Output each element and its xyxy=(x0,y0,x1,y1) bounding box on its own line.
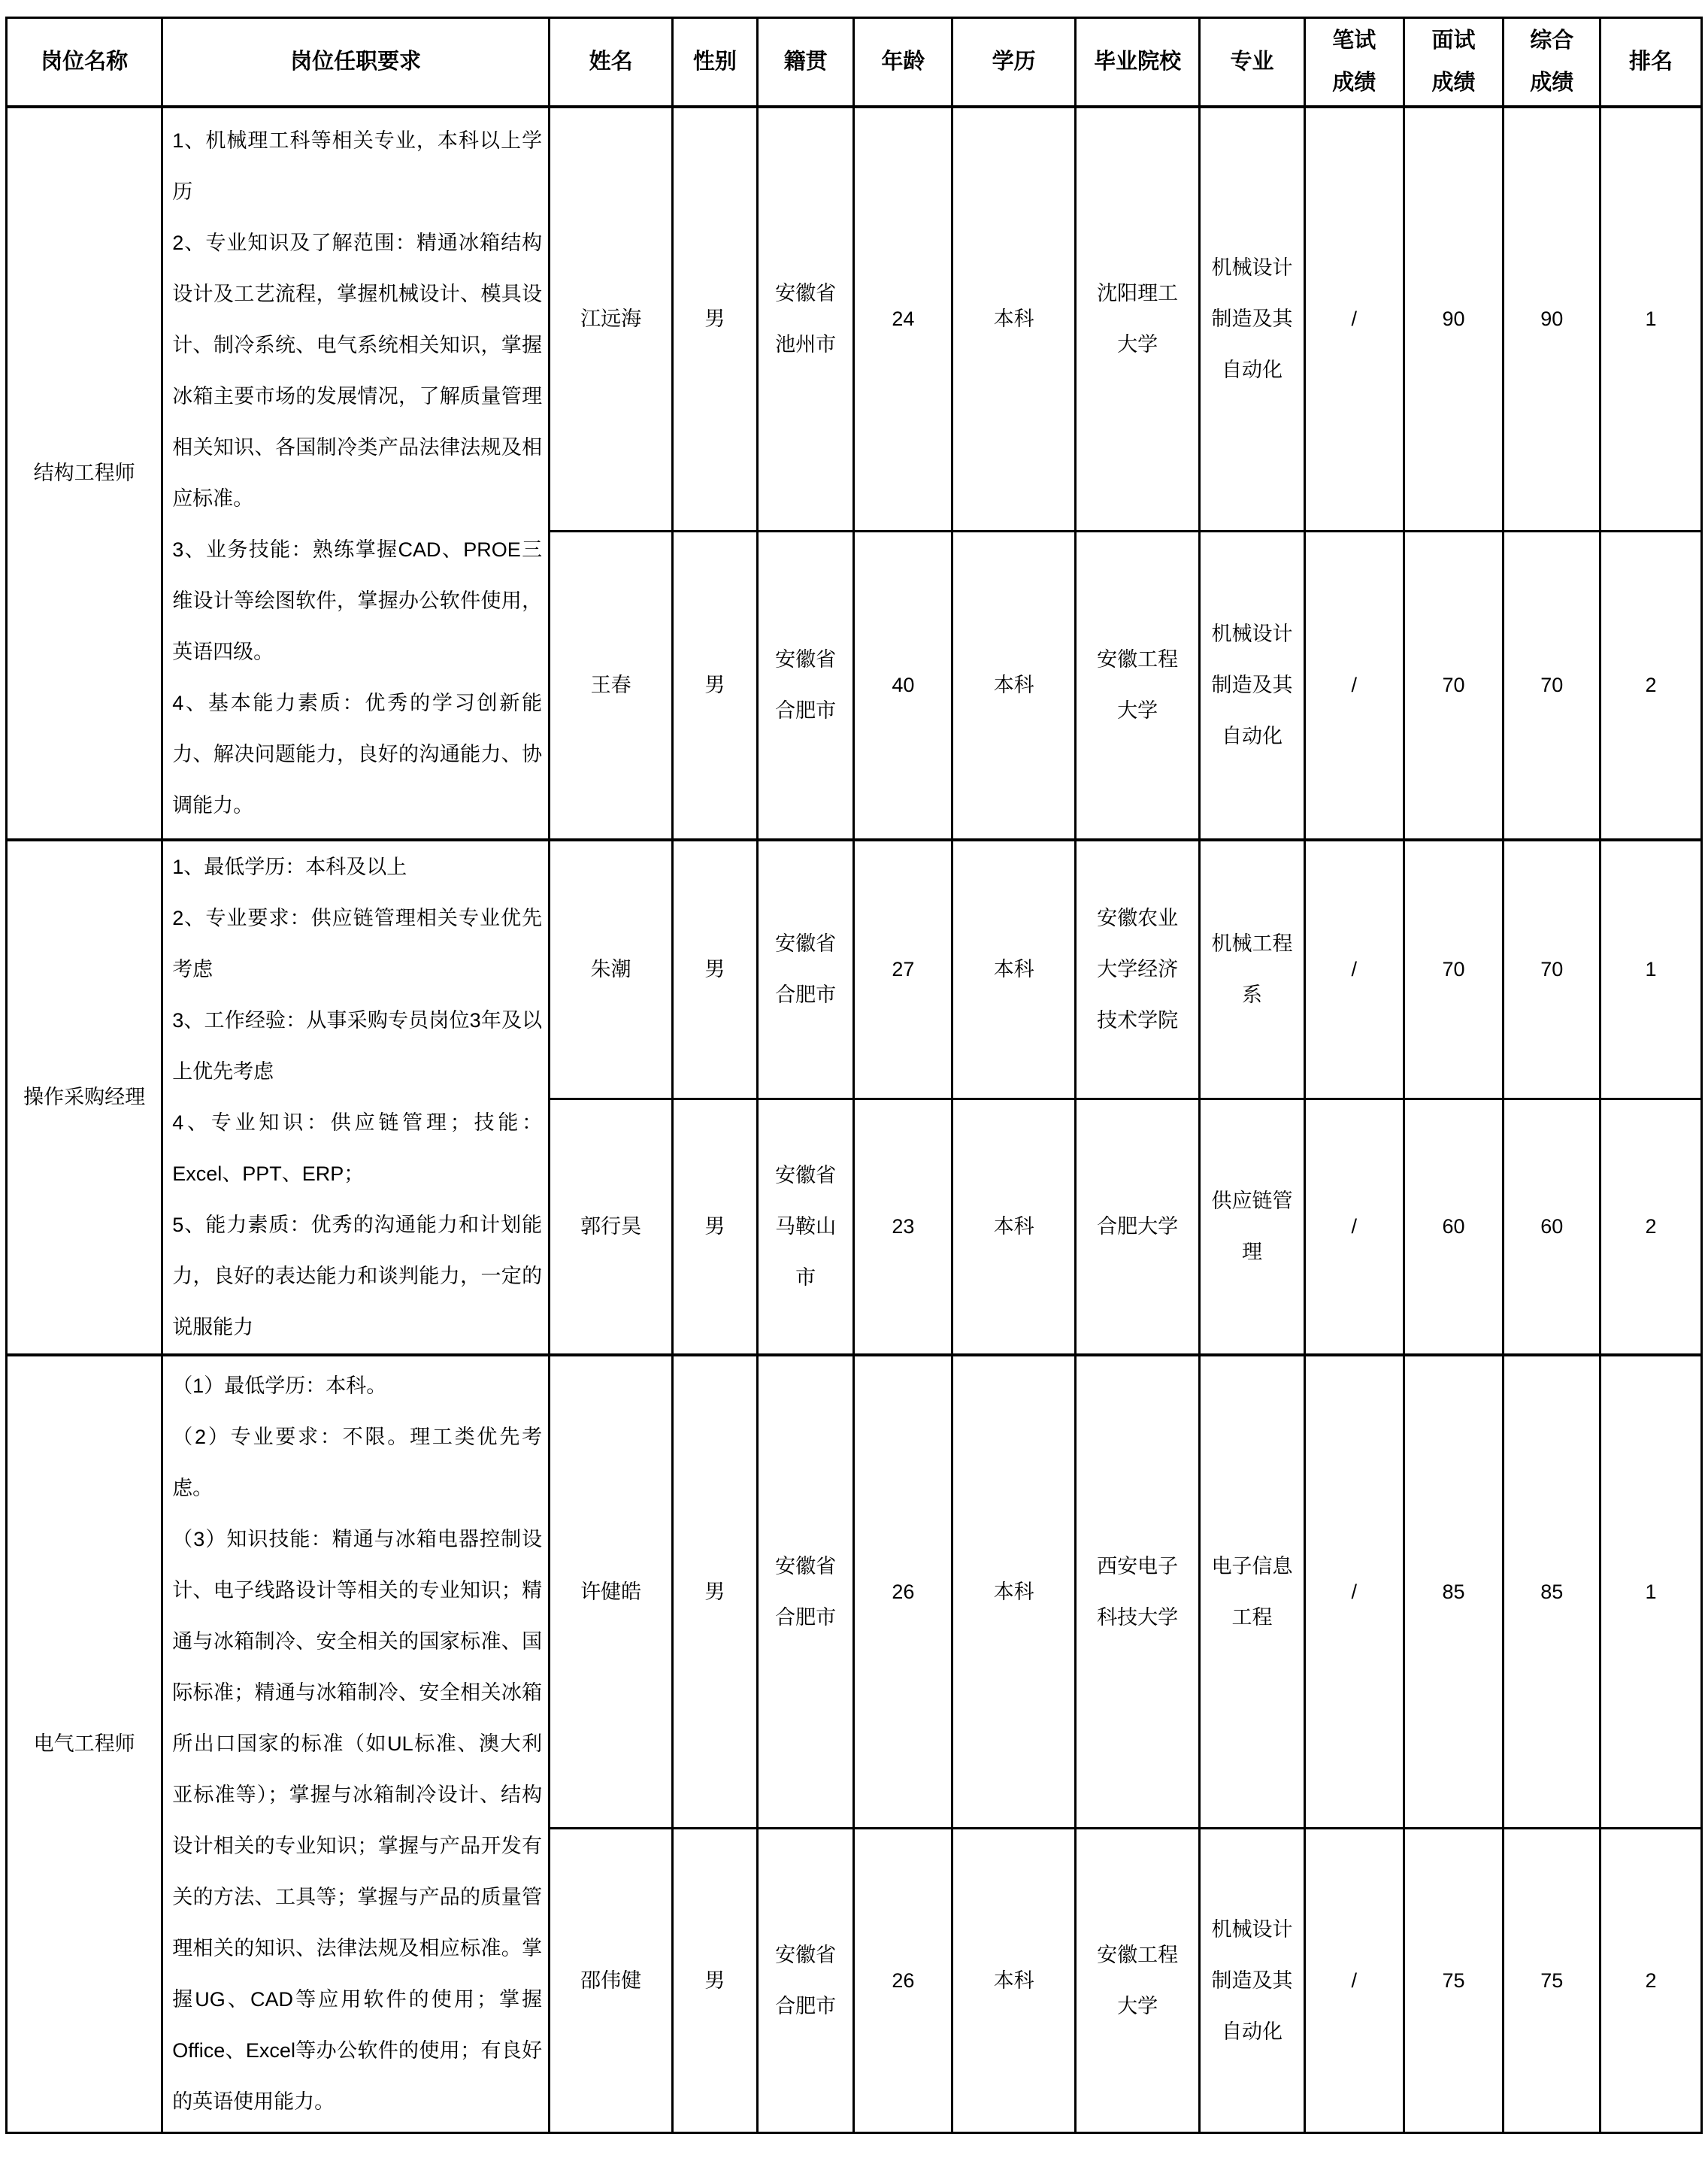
candidate-education-cell: 本科 xyxy=(952,532,1076,840)
column-header-gender xyxy=(673,18,758,107)
requirement-item: 2、专业知识及了解范围：精通冰箱结构设计及工艺流程，掌握机械设计、模具设计、制冷系统、电气系统相关知识，掌握冰箱主要市场的发展情况，了解质量管理相关知识、各国制冷类产品法律法规及相应标准。 xyxy=(172,232,543,510)
column-header-gender-line: 性别 xyxy=(692,50,737,74)
candidate-age-cell: 40 xyxy=(854,532,952,840)
candidate-major-cell: 供应链管理 xyxy=(1200,1099,1305,1355)
table-body xyxy=(7,107,1702,2133)
candidate-education-cell: 本科 xyxy=(952,840,1076,1099)
requirement-item: 2、专业要求：供应链管理相关专业优先考虑 xyxy=(172,907,543,980)
candidate-interview-score-cell: 70 xyxy=(1404,840,1504,1099)
candidate-hometown-cell: 安徽省马鞍山市 xyxy=(757,1099,854,1355)
candidate-name-cell: 江远海 xyxy=(550,107,673,532)
candidate-written-score-cell: / xyxy=(1304,840,1404,1099)
candidate-name-cell: 朱潮 xyxy=(550,840,673,1099)
candidate-gender-cell: 男 xyxy=(673,1355,758,1829)
candidate-gender-cell: 男 xyxy=(673,1099,758,1355)
candidate-rank-cell: 2 xyxy=(1600,532,1702,840)
candidate-hometown-cell: 安徽省合肥市 xyxy=(757,1829,854,2133)
column-header-age xyxy=(854,18,952,107)
candidate-written-score-cell: / xyxy=(1304,532,1404,840)
candidate-hometown-cell: 安徽省合肥市 xyxy=(757,840,854,1099)
column-header-hometown xyxy=(757,18,854,107)
requirement-item: 5、能力素质：优秀的沟通能力和计划能力，良好的表达能力和谈判能力，一定的说服能力 xyxy=(172,1214,543,1338)
column-header-written-score xyxy=(1304,18,1404,107)
column-header-interview-score-line: 成绩 xyxy=(1431,71,1476,95)
recruitment-results-table xyxy=(5,17,1703,2134)
column-header-interview-score-line: 面试 xyxy=(1431,29,1476,53)
candidate-gender-cell: 男 xyxy=(673,840,758,1099)
column-header-rank xyxy=(1600,18,1702,107)
requirement-item: 1、最低学历：本科及以上 xyxy=(172,856,407,878)
column-header-name-line: 姓名 xyxy=(589,50,633,74)
candidate-name-cell: 王春 xyxy=(550,532,673,840)
candidate-name-cell: 郭行昊 xyxy=(550,1099,673,1355)
candidate-overall-score-cell: 70 xyxy=(1504,532,1600,840)
candidate-rank-cell: 1 xyxy=(1600,1355,1702,1829)
candidate-row xyxy=(7,1355,1702,1829)
candidate-gender-cell: 男 xyxy=(673,532,758,840)
column-header-age-line: 年龄 xyxy=(881,50,925,74)
candidate-gender-cell: 男 xyxy=(673,107,758,532)
column-header-overall-score-line: 成绩 xyxy=(1530,71,1574,95)
requirement-item: 1、机械理工科等相关专业，本科以上学历 xyxy=(172,129,543,203)
candidate-school-cell: 安徽工程大学 xyxy=(1076,1829,1200,2133)
candidate-overall-score-cell: 70 xyxy=(1504,840,1600,1099)
candidate-education-cell: 本科 xyxy=(952,1099,1076,1355)
position-requirements-cell xyxy=(162,1355,550,2133)
candidate-education-cell: 本科 xyxy=(952,107,1076,532)
column-header-name xyxy=(550,18,673,107)
column-header-overall-score-line: 综合 xyxy=(1530,29,1574,53)
candidate-school-cell: 合肥大学 xyxy=(1076,1099,1200,1355)
candidate-education-cell: 本科 xyxy=(952,1829,1076,2133)
candidate-overall-score-cell: 90 xyxy=(1504,107,1600,532)
candidate-interview-score-cell: 90 xyxy=(1404,107,1504,532)
candidate-written-score-cell: / xyxy=(1304,1829,1404,2133)
candidate-interview-score-cell: 85 xyxy=(1404,1355,1504,1829)
requirement-item: （3）知识技能：精通与冰箱电器控制设计、电子线路设计等相关的专业知识；精通与冰箱制冷、安全相关的国家标准、国际标准；精通与冰箱制冷、安全相关冰箱所出口国家的标准（如UL标准、澳大利亚标准等）；掌握与冰箱制冷设计、结构设计相关的专业知识；掌握与产品开发有关的方法、工具等；掌握与产品的质量管理相关的知识、法律法规及相应标准。掌握UG、CAD等应用软件的使用；掌握Office、Excel等办公软件的使用；有良好的英语使用能力。 xyxy=(172,1528,543,2114)
candidate-rank-cell: 2 xyxy=(1600,1829,1702,2133)
candidate-rank-cell: 1 xyxy=(1600,840,1702,1099)
candidate-hometown-cell: 安徽省池州市 xyxy=(757,107,854,532)
requirement-item: 3、业务技能：熟练掌握CAD、PROE三维设计等绘图软件，掌握办公软件使用，英语四级。 xyxy=(172,538,543,663)
column-header-overall-score xyxy=(1504,18,1600,107)
candidate-written-score-cell: / xyxy=(1304,1355,1404,1829)
candidate-overall-score-cell: 85 xyxy=(1504,1355,1600,1829)
column-header-education-line: 学历 xyxy=(992,50,1036,74)
requirement-item: 4、基本能力素质：优秀的学习创新能力、解决问题能力，良好的沟通能力、协调能力。 xyxy=(172,692,543,817)
column-header-position-line: 岗位名称 xyxy=(41,50,129,74)
requirement-item: （1）最低学历：本科。 xyxy=(172,1374,387,1398)
position-requirements-cell xyxy=(162,107,550,840)
candidate-written-score-cell: / xyxy=(1304,1099,1404,1355)
candidate-school-cell: 安徽工程大学 xyxy=(1076,532,1200,840)
candidate-education-cell: 本科 xyxy=(952,1355,1076,1829)
candidate-school-cell: 沈阳理工大学 xyxy=(1076,107,1200,532)
candidate-interview-score-cell: 75 xyxy=(1404,1829,1504,2133)
candidate-major-cell: 机械设计制造及其自动化 xyxy=(1200,1829,1305,2133)
column-header-interview-score xyxy=(1404,18,1504,107)
requirement-item: 4、专业知识：供应链管理；技能：Excel、PPT、ERP； xyxy=(172,1111,543,1185)
position-requirements-cell xyxy=(162,840,550,1355)
position-title-cell: 结构工程师 xyxy=(7,107,162,840)
column-header-requirements-line: 岗位任职要求 xyxy=(290,50,422,74)
page xyxy=(0,17,1708,2134)
candidate-hometown-cell: 安徽省合肥市 xyxy=(757,1355,854,1829)
column-header-hometown-line: 籍贯 xyxy=(783,50,828,74)
candidate-row xyxy=(7,107,1702,532)
candidate-rank-cell: 2 xyxy=(1600,1099,1702,1355)
candidate-age-cell: 26 xyxy=(854,1355,952,1829)
column-header-written-score-line: 笔试 xyxy=(1332,29,1376,53)
candidate-major-cell: 机械设计制造及其自动化 xyxy=(1200,532,1305,840)
candidate-age-cell: 23 xyxy=(854,1099,952,1355)
column-header-school xyxy=(1076,18,1200,107)
candidate-name-cell: 许健皓 xyxy=(550,1355,673,1829)
position-title-cell: 操作采购经理 xyxy=(7,840,162,1355)
column-header-position xyxy=(7,18,162,107)
candidate-hometown-cell: 安徽省合肥市 xyxy=(757,532,854,840)
candidate-rank-cell: 1 xyxy=(1600,107,1702,532)
candidate-major-cell: 机械设计制造及其自动化 xyxy=(1200,107,1305,532)
column-header-requirements xyxy=(162,18,550,107)
candidate-school-cell: 安徽农业大学经济技术学院 xyxy=(1076,840,1200,1099)
candidate-age-cell: 26 xyxy=(854,1829,952,2133)
column-header-written-score-line: 成绩 xyxy=(1332,71,1376,95)
candidate-age-cell: 24 xyxy=(854,107,952,532)
requirement-item: （2）专业要求：不限。理工类优先考虑。 xyxy=(172,1426,543,1500)
candidate-interview-score-cell: 60 xyxy=(1404,1099,1504,1355)
column-header-rank-line: 排名 xyxy=(1629,50,1673,74)
candidate-major-cell: 电子信息工程 xyxy=(1200,1355,1305,1829)
header-row xyxy=(7,18,1702,107)
column-header-major xyxy=(1200,18,1305,107)
candidate-written-score-cell: / xyxy=(1304,107,1404,532)
candidate-row xyxy=(7,840,1702,1099)
candidate-gender-cell: 男 xyxy=(673,1829,758,2133)
requirement-item: 3、工作经验：从事采购专员岗位3年及以上优先考虑 xyxy=(172,1009,543,1083)
candidate-school-cell: 西安电子科技大学 xyxy=(1076,1355,1200,1829)
column-header-education xyxy=(952,18,1076,107)
candidate-overall-score-cell: 75 xyxy=(1504,1829,1600,2133)
column-header-major-line: 专业 xyxy=(1230,50,1274,74)
candidate-overall-score-cell: 60 xyxy=(1504,1099,1600,1355)
column-header-school-line: 毕业院校 xyxy=(1094,50,1182,74)
position-title-cell: 电气工程师 xyxy=(7,1355,162,2133)
candidate-age-cell: 27 xyxy=(854,840,952,1099)
candidate-name-cell: 邵伟健 xyxy=(550,1829,673,2133)
candidate-interview-score-cell: 70 xyxy=(1404,532,1504,840)
candidate-major-cell: 机械工程系 xyxy=(1200,840,1305,1099)
